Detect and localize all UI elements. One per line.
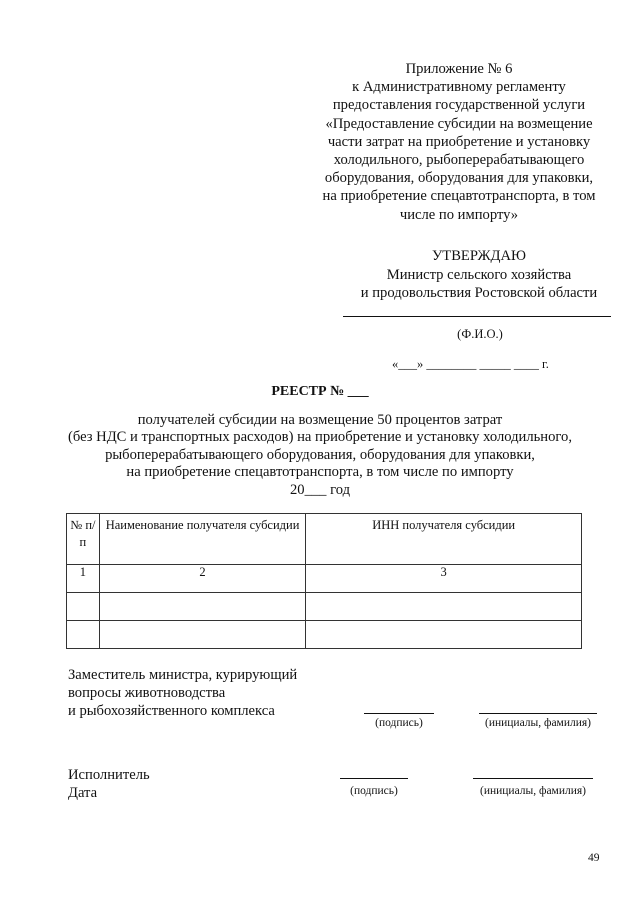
- register-description-line: (без НДС и транспортных расходов) на приобретение и установку холодильного,: [68, 429, 572, 446]
- appendix-line: части затрат на приобретение и установку: [327, 133, 591, 150]
- table-cell: [67, 593, 100, 621]
- deputy-minister-block: [68, 666, 297, 720]
- register-description-line: на приобретение спецавтотранспорта, в том числе по импорту: [126, 464, 514, 481]
- deputy-line: Заместитель министра, курирующий: [68, 667, 298, 683]
- header-number: № п/п: [67, 514, 100, 565]
- header-recipient-name: Наименование получателя субсидии: [99, 514, 306, 565]
- header-inn: ИНН получателя субсидии: [306, 514, 582, 565]
- register-title: РЕЕСТР № ___: [271, 384, 369, 399]
- approval-block: [338, 247, 620, 303]
- table-row: [67, 621, 582, 649]
- executor-name-line: [473, 778, 593, 779]
- appendix-line: предоставления государственной услуги: [332, 97, 586, 114]
- register-description-line: 20___ год: [289, 481, 351, 498]
- approval-position: Министр сельского хозяйства: [386, 266, 572, 283]
- appendix-line: к Административному регламенту: [352, 79, 566, 96]
- deputy-signature-label: (подпись): [375, 717, 423, 729]
- deputy-name-line: [479, 713, 597, 714]
- table-cell: 3: [306, 565, 582, 593]
- fio-label: (Ф.И.О.): [457, 327, 503, 341]
- approval-position: и продовольствия Ростовской области: [360, 285, 598, 301]
- register-description-line: получателей субсидии на возмещение 50 процентов затрат: [137, 412, 503, 428]
- table-header-row: [67, 514, 582, 565]
- executor-signature-label: (подпись): [350, 785, 398, 797]
- executor-signature-line: [340, 778, 408, 779]
- date-label: Дата: [68, 785, 98, 801]
- table-cell: [67, 621, 100, 649]
- table-cell: [306, 621, 582, 649]
- appendix-line: холодильного, рыбоперерабатывающего: [333, 152, 585, 169]
- deputy-signature-line: [364, 713, 434, 714]
- register-table: [66, 513, 582, 649]
- approval-date-line: «___» ________ _____ ____ г.: [392, 357, 549, 371]
- table-cell: [99, 621, 306, 649]
- deputy-line: и рыбохозяйственного комплекса: [68, 703, 275, 719]
- register-description: [40, 412, 600, 499]
- appendix-line: числе по импорту»: [399, 206, 519, 223]
- executor-block: [68, 766, 150, 802]
- page-number: 49: [588, 852, 600, 864]
- table-cell: [99, 593, 306, 621]
- deputy-name-label: (инициалы, фамилия): [484, 717, 592, 729]
- executor-label: Исполнитель: [68, 767, 150, 783]
- table-row: [67, 565, 582, 593]
- appendix-line: на приобретение спецавтотранспорта, в том: [322, 188, 596, 205]
- appendix-line: Приложение № 6: [405, 61, 513, 77]
- register-description-line: рыбоперерабатывающего оборудования, оборудования для упаковки,: [105, 446, 535, 463]
- appendix-line: оборудования, оборудования для упаковки,: [324, 170, 594, 187]
- approval-signature-line: [343, 316, 611, 317]
- table-cell: [306, 593, 582, 621]
- table-cell: 2: [99, 565, 306, 593]
- appendix-header: [318, 60, 600, 224]
- deputy-line: вопросы животноводства: [68, 685, 226, 701]
- table-row: [67, 593, 582, 621]
- table-cell: 1: [67, 565, 100, 593]
- executor-name-label: (инициалы, фамилия): [479, 785, 587, 797]
- approval-title: УТВЕРЖДАЮ: [431, 248, 527, 264]
- appendix-line: «Предоставление субсидии на возмещение: [325, 115, 593, 132]
